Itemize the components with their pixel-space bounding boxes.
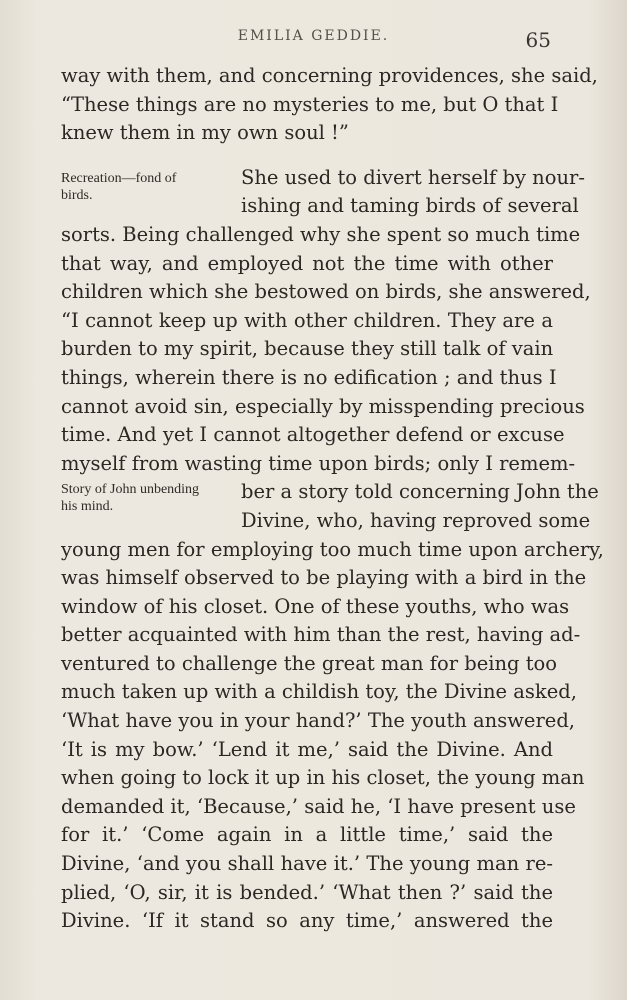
text-line: better acquainted with him than the rest, having ad- bbox=[61, 623, 581, 647]
text-line: children which she bestowed on birds, she answered, bbox=[61, 280, 591, 304]
text-line: time. And yet I cannot altogether defend or excuse bbox=[61, 423, 565, 447]
text-line: knew them in my own soul !” bbox=[61, 121, 349, 145]
page-number: 65 bbox=[525, 28, 551, 52]
text-line: way with them, and concerning providences, she said, bbox=[61, 64, 598, 87]
text-line: ber a story told concerning John the bbox=[241, 480, 599, 504]
text-line: Divine. ‘If it stand so any time,’ answered the bbox=[61, 909, 553, 933]
page-header bbox=[0, 28, 627, 52]
text-line: things, wherein there is no edification ; and thus I bbox=[61, 365, 557, 389]
text-line: much taken up with a childish toy, the Divine asked, bbox=[61, 680, 577, 704]
text-line: ventured to challenge the great man for being too bbox=[61, 651, 558, 675]
margin-note-recreation: Recreation—fond of birds. bbox=[61, 171, 177, 203]
text-line: burden to my spirit, because they still talk of vain bbox=[61, 337, 554, 361]
text-line: cannot avoid sin, especially by misspending precious bbox=[61, 394, 585, 418]
text-line: young men for employing too much time upon archery, bbox=[61, 537, 604, 561]
running-title: EMILIA GEDDIE. bbox=[237, 28, 390, 44]
text-line: for it.’ ‘Come again in a little time,’ said the bbox=[61, 823, 553, 847]
margin-note-john: Story of John unbending his mind. bbox=[61, 482, 200, 514]
text-line: demanded it, ‘Because,’ said he, ‘I have present use bbox=[61, 794, 576, 818]
text-line: ishing and taming birds of several bbox=[241, 194, 579, 218]
text-line: Divine, who, having reproved some bbox=[241, 508, 591, 532]
text-line: when going to lock it up in his closet, the young man bbox=[61, 766, 585, 790]
text-line: window of his closet. One of these youths, who was bbox=[61, 594, 570, 618]
text-line: that way, and employed not the time with other bbox=[61, 251, 553, 275]
text-line: myself from wasting time upon birds; only I remem- bbox=[61, 451, 576, 475]
text-line: plied, ‘O, sir, it is bended.’ ‘What then ?’ said the bbox=[61, 880, 553, 904]
text-line: She used to divert herself by nour- bbox=[241, 165, 585, 189]
text-line: ‘What have you in your hand?’ The youth answered, bbox=[61, 709, 575, 733]
text-line: ‘It is my bow.’ ‘Lend it me,’ said the Divine. And bbox=[61, 737, 553, 761]
text-line: sorts. Being challenged why she spent so much time bbox=[61, 222, 581, 246]
text-line: “These things are no mysteries to me, but O that I bbox=[61, 92, 559, 116]
body-text bbox=[61, 62, 604, 936]
text-line: was himself observed to be playing with a bird in the bbox=[61, 566, 587, 590]
text-line: “I cannot keep up with other children. They are a bbox=[61, 308, 553, 332]
text-line: Divine, ‘and you shall have it.’ The young man re- bbox=[61, 852, 553, 876]
